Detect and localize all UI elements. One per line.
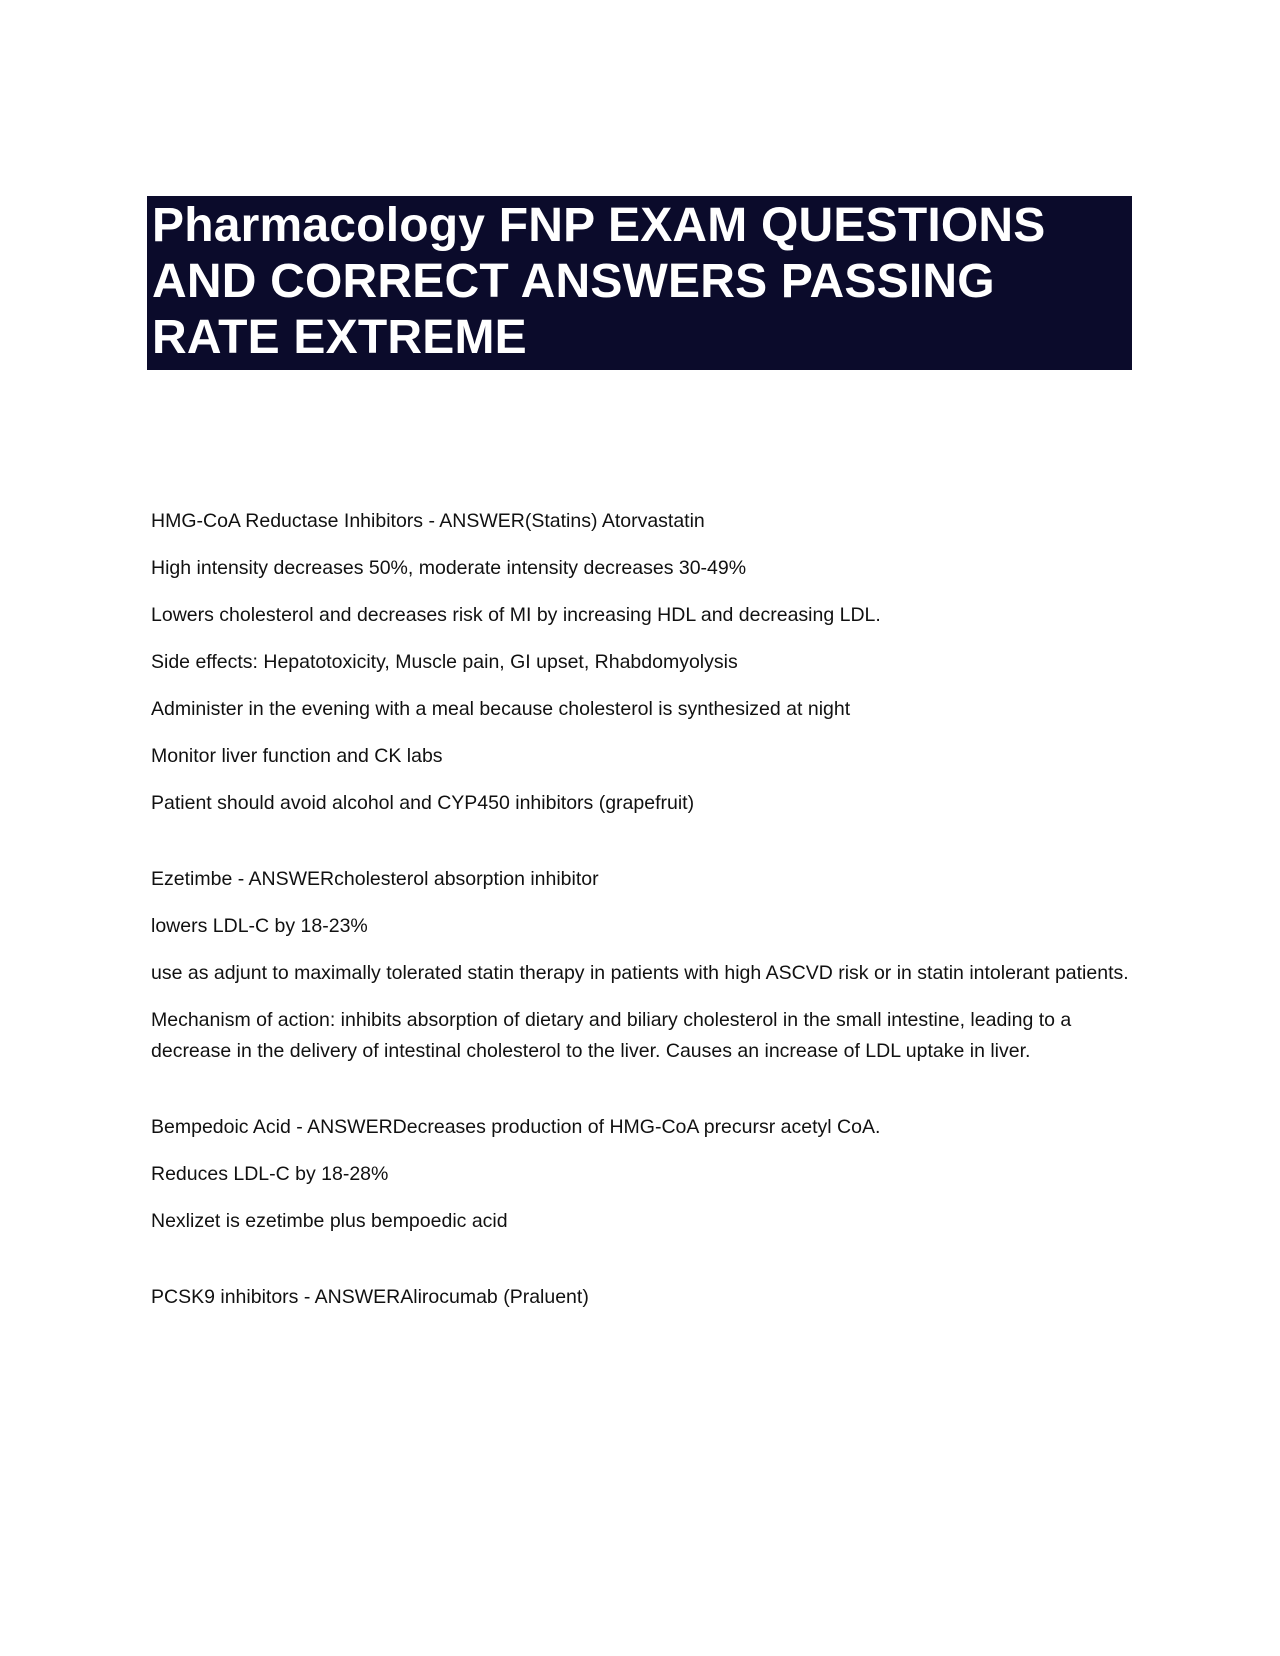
paragraph: Side effects: Hepatotoxicity, Muscle pain, GI upset, Rhabdomyolysis	[151, 651, 738, 673]
paragraph: Bempedoic Acid - ANSWERDecreases production of HMG-CoA precursr acetyl CoA.	[151, 1116, 881, 1138]
paragraph: Lowers cholesterol and decreases risk of MI by increasing HDL and decreasing LDL.	[151, 604, 881, 626]
paragraph: Reduces LDL-C by 18-28%	[151, 1163, 389, 1185]
paragraph: Nexlizet is ezetimbe plus bempoedic acid	[151, 1210, 508, 1232]
section-bempedoic-acid	[151, 1112, 1131, 1237]
paragraph: use as adjunt to maximally tolerated statin therapy in patients with high ASCVD risk or in statin intolerant patients.	[151, 962, 1129, 984]
section-pcsk9-inhibitors	[151, 1282, 1131, 1313]
section-ezetimbe	[151, 864, 1131, 1067]
title-banner	[147, 196, 1132, 370]
section-statins	[151, 506, 1131, 819]
document-title: Pharmacology FNP EXAM QUESTIONS AND CORRECT ANSWERS PASSING RATE EXTREME	[152, 199, 1046, 364]
paragraph: HMG-CoA Reductase Inhibitors - ANSWER(Statins) Atorvastatin	[151, 510, 705, 532]
paragraph: Mechanism of action: inhibits absorption of dietary and biliary cholesterol in the small intestine, leading to a decrease in the delivery of intestinal cholesterol to the liver. Causes an increase of LDL uptake in liver.	[151, 1009, 1072, 1062]
paragraph: Patient should avoid alcohol and CYP450 inhibitors (grapefruit)	[151, 792, 695, 814]
paragraph: Administer in the evening with a meal because cholesterol is synthesized at night	[151, 698, 851, 720]
paragraph: Ezetimbe - ANSWERcholesterol absorption inhibitor	[151, 868, 599, 890]
paragraph: Monitor liver function and CK labs	[151, 745, 443, 767]
paragraph: High intensity decreases 50%, moderate intensity decreases 30-49%	[151, 557, 747, 579]
paragraph: PCSK9 inhibitors - ANSWERAlirocumab (Praluent)	[151, 1286, 589, 1308]
paragraph: lowers LDL-C by 18-23%	[151, 915, 368, 937]
document-body	[151, 506, 1131, 1329]
